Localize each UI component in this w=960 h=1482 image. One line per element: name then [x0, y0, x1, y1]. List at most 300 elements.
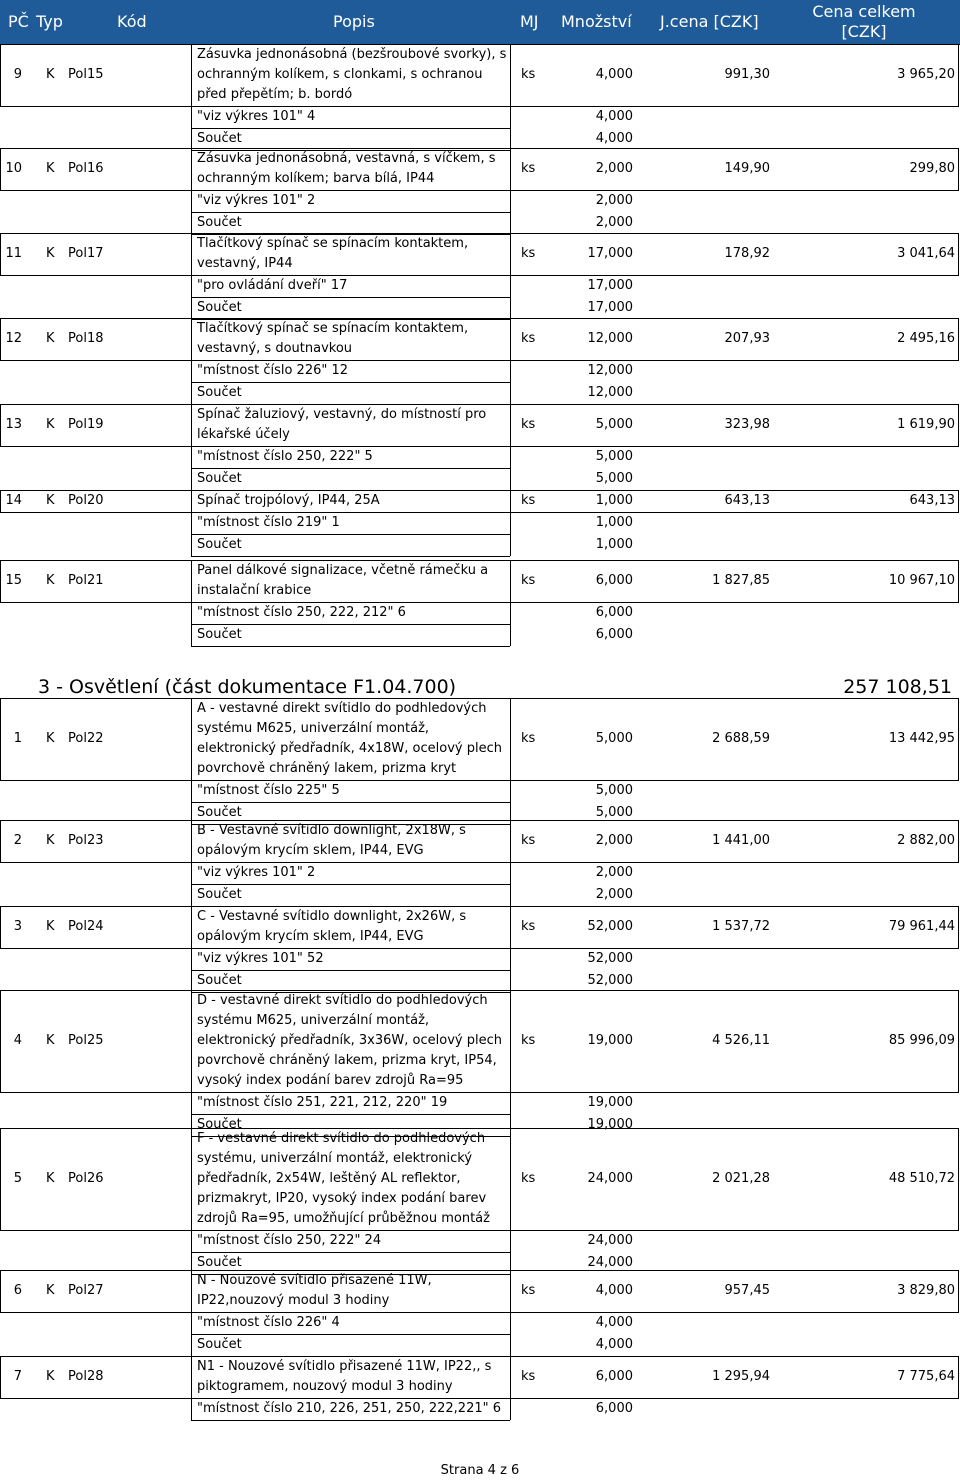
- item-total-price: 2 495,16: [897, 331, 955, 346]
- row-divider: [0, 360, 959, 361]
- subrow-value: 19,000: [587, 1117, 633, 1132]
- item-total-price: 2 882,00: [897, 833, 955, 848]
- column-border: [510, 44, 511, 106]
- subrow-text: Součet: [197, 131, 242, 146]
- column-border: [191, 624, 192, 646]
- item-number: 15: [5, 573, 22, 588]
- item-unit: ks: [521, 1033, 536, 1048]
- item-number: 2: [13, 833, 22, 848]
- item-type: K: [46, 833, 55, 848]
- column-border: [0, 906, 1, 948]
- item-description: F - vestavné direkt svítidlo do podhledových systému, univerzální montáž, elektronický předřadník, 2x54W, leštěný AL reflektor, prizmakryt, IP20, vysoký index podání barev zdrojů Ra=95, umožňující průběžnou montáž: [197, 1131, 490, 1226]
- item-type: K: [46, 1283, 55, 1298]
- column-border: [510, 1230, 511, 1252]
- subrow-text: "místnost číslo 219" 1: [197, 515, 340, 530]
- item-description: Panel dálkové signalizace, včetně rámečku a instalační krabice: [197, 563, 489, 598]
- column-border: [191, 560, 192, 602]
- subrow-text: "místnost číslo 226" 12: [197, 363, 349, 378]
- column-border: [0, 318, 1, 360]
- subrow-text: "viz výkres 101" 4: [197, 109, 316, 124]
- subrow-text: "viz výkres 101" 2: [197, 865, 316, 880]
- item-code: Pol15: [68, 67, 104, 82]
- item-code: Pol19: [68, 417, 104, 432]
- column-border: [191, 44, 192, 106]
- column-border: [510, 128, 511, 150]
- item-description: C - Vestavné svítidlo downlight, 2x26W, s opálovým krycím sklem, IP44, EVG: [197, 909, 467, 944]
- column-border: [191, 512, 192, 534]
- column-border: [510, 1128, 511, 1230]
- subrow-text: "místnost číslo 251, 221, 212, 220" 19: [197, 1095, 448, 1110]
- subrow-value: 6,000: [595, 1401, 633, 1416]
- item-quantity: 6,000: [595, 1369, 633, 1384]
- column-border: [191, 990, 192, 1092]
- item-unit: ks: [521, 919, 536, 934]
- column-border: [510, 512, 511, 534]
- row-divider: [0, 948, 959, 949]
- subrow-value: 5,000: [595, 783, 633, 798]
- column-border: [191, 534, 192, 556]
- column-border: [958, 1270, 959, 1312]
- item-description: N1 - Nouzové svítidlo přisazené 11W, IP22,, s piktogramem, nouzový modul 3 hodiny: [197, 1359, 492, 1394]
- item-unit-price: 991,30: [724, 67, 770, 82]
- subrow-text: Součet: [197, 1337, 242, 1352]
- item-description: Tlačítkový spínač se spínacím kontaktem, vestavný, IP44: [197, 236, 469, 271]
- subrow-text: Součet: [197, 1117, 242, 1132]
- item-quantity: 2,000: [595, 833, 633, 848]
- item-number: 5: [13, 1171, 22, 1186]
- subrow-value: 17,000: [587, 300, 633, 315]
- column-border: [510, 190, 511, 212]
- column-border: [191, 1398, 192, 1420]
- subrow-text: "místnost číslo 250, 222" 5: [197, 449, 373, 464]
- row-divider: [0, 446, 959, 447]
- item-total-price: 48 510,72: [888, 1171, 955, 1186]
- column-border: [510, 1270, 511, 1312]
- column-border: [510, 468, 511, 490]
- item-type: K: [46, 1369, 55, 1384]
- column-border: [958, 404, 959, 446]
- subrow-value: 17,000: [587, 278, 633, 293]
- column-border: [191, 446, 192, 468]
- column-border: [191, 404, 192, 446]
- column-border: [510, 906, 511, 948]
- subrow-text: Součet: [197, 627, 242, 642]
- subrow-value: 6,000: [595, 605, 633, 620]
- item-type: K: [46, 417, 55, 432]
- column-border: [191, 1092, 192, 1114]
- item-quantity: 5,000: [595, 417, 633, 432]
- column-border: [510, 990, 511, 1092]
- subrow-value: 12,000: [587, 363, 633, 378]
- row-divider: [0, 1128, 959, 1129]
- item-quantity: 1,000: [595, 493, 633, 508]
- item-quantity: 24,000: [587, 1171, 633, 1186]
- column-border: [191, 190, 192, 212]
- item-description: Zásuvka jednonásobná (bezšroubové svorky), s ochranným kolíkem, s clonkami, s ochranou před přepětím; b. bordó: [197, 47, 507, 102]
- column-border: [958, 990, 959, 1092]
- row-divider: [0, 1356, 959, 1357]
- item-description: Spínač trojpólový, IP44, 25A: [197, 493, 380, 508]
- row-divider: [0, 1312, 959, 1313]
- column-border: [191, 212, 192, 234]
- item-unit-price: 957,45: [724, 1283, 770, 1298]
- header-pc: PČ: [8, 12, 29, 31]
- item-unit: ks: [521, 161, 536, 176]
- column-border: [510, 1312, 511, 1334]
- column-border: [0, 44, 1, 106]
- column-border: [510, 970, 511, 992]
- item-type: K: [46, 573, 55, 588]
- subrow-value: 19,000: [587, 1095, 633, 1110]
- column-border: [510, 624, 511, 646]
- column-border: [191, 884, 192, 906]
- item-code: Pol22: [68, 731, 104, 746]
- item-unit-price: 643,13: [724, 493, 770, 508]
- row-divider: [0, 990, 959, 991]
- item-quantity: 4,000: [595, 67, 633, 82]
- item-unit: ks: [521, 67, 536, 82]
- column-border: [958, 820, 959, 862]
- subrow-value: 4,000: [595, 131, 633, 146]
- item-quantity: 5,000: [595, 731, 633, 746]
- column-border: [510, 884, 511, 906]
- header-mj: MJ: [520, 12, 539, 31]
- row-divider: [191, 1420, 510, 1421]
- subrow-value: 6,000: [595, 627, 633, 642]
- item-unit-price: 1 537,72: [712, 919, 770, 934]
- column-border: [191, 1334, 192, 1356]
- column-border: [0, 1128, 1, 1230]
- column-border: [0, 698, 1, 780]
- subrow-value: 2,000: [595, 887, 633, 902]
- column-border: [191, 318, 192, 360]
- subrow-value: 1,000: [595, 537, 633, 552]
- column-border: [191, 906, 192, 948]
- item-quantity: 4,000: [595, 1283, 633, 1298]
- subrow-value: 5,000: [595, 449, 633, 464]
- item-unit: ks: [521, 1283, 536, 1298]
- item-description: N - Nouzové svítidlo přisazené 11W, IP22,nouzový modul 3 hodiny: [197, 1273, 432, 1308]
- column-border: [191, 698, 192, 780]
- item-type: K: [46, 161, 55, 176]
- item-type: K: [46, 331, 55, 346]
- subrow-value: 24,000: [587, 1233, 633, 1248]
- page-number: Strana 4 z 6: [440, 1463, 520, 1478]
- item-quantity: 6,000: [595, 573, 633, 588]
- column-border: [958, 906, 959, 948]
- column-border: [958, 233, 959, 275]
- item-description: Spínač žaluziový, vestavný, do místností pro lékařské účely: [197, 407, 487, 442]
- item-code: Pol17: [68, 246, 104, 261]
- item-total-price: 13 442,95: [888, 731, 955, 746]
- column-border: [510, 1092, 511, 1114]
- header-mnozstvi: Množství: [561, 12, 632, 31]
- column-border: [191, 297, 192, 319]
- section-title: 3 - Osvětlení (část dokumentace F1.04.700): [38, 676, 457, 698]
- item-number: 7: [13, 1369, 22, 1384]
- row-divider: [0, 820, 959, 821]
- column-border: [191, 1312, 192, 1334]
- column-border: [510, 1398, 511, 1420]
- item-code: Pol24: [68, 919, 104, 934]
- item-total-price: 3 041,64: [897, 246, 955, 261]
- item-number: 4: [13, 1033, 22, 1048]
- row-divider: [0, 1230, 959, 1231]
- item-number: 9: [13, 67, 22, 82]
- column-border: [191, 275, 192, 297]
- row-divider: [0, 148, 959, 149]
- column-border: [191, 820, 192, 862]
- column-border: [510, 360, 511, 382]
- subrow-value: 2,000: [595, 865, 633, 880]
- subrow-text: Součet: [197, 887, 242, 902]
- section-total: 257 108,51: [843, 676, 952, 698]
- column-border: [191, 360, 192, 382]
- column-border: [510, 233, 511, 275]
- subrow-text: Součet: [197, 1255, 242, 1270]
- row-divider: [0, 490, 959, 491]
- row-divider: [0, 602, 959, 603]
- subrow-value: 5,000: [595, 471, 633, 486]
- row-divider: [0, 512, 959, 513]
- item-unit-price: 4 526,11: [712, 1033, 770, 1048]
- item-code: Pol20: [68, 493, 104, 508]
- column-border: [191, 233, 192, 275]
- column-border: [191, 128, 192, 150]
- item-type: K: [46, 1033, 55, 1048]
- item-total-price: 3 829,80: [897, 1283, 955, 1298]
- header-typ: Typ: [36, 12, 63, 31]
- row-divider: [0, 44, 959, 45]
- subrow-text: Součet: [197, 385, 242, 400]
- item-description: A - vestavné direkt svítidlo do podhledových systému M625, univerzální montáž, elektronický předřadník, 4x18W, ocelový plech povrchově chráněný lakem, prizma kryt: [197, 701, 502, 776]
- header-jcena: J.cena [CZK]: [660, 12, 759, 31]
- column-border: [510, 148, 511, 190]
- item-unit-price: 1 441,00: [712, 833, 770, 848]
- column-border: [191, 780, 192, 802]
- item-total-price: 10 967,10: [888, 573, 955, 588]
- column-border: [958, 318, 959, 360]
- column-border: [191, 1230, 192, 1252]
- row-divider: [0, 862, 959, 863]
- column-border: [510, 404, 511, 446]
- column-border: [958, 44, 959, 106]
- column-border: [510, 560, 511, 602]
- item-unit-price: 207,93: [724, 331, 770, 346]
- subrow-value: 4,000: [595, 1315, 633, 1330]
- item-total-price: 643,13: [909, 493, 955, 508]
- item-quantity: 19,000: [587, 1033, 633, 1048]
- subrow-value: 2,000: [595, 193, 633, 208]
- item-description: Zásuvka jednonásobná, vestavná, s víčkem, s ochranným kolíkem; barva bílá, IP44: [197, 151, 496, 186]
- column-border: [510, 602, 511, 624]
- item-total-price: 3 965,20: [897, 67, 955, 82]
- item-total-price: 79 961,44: [888, 919, 955, 934]
- item-number: 13: [5, 417, 22, 432]
- item-type: K: [46, 731, 55, 746]
- subrow-text: "viz výkres 101" 2: [197, 193, 316, 208]
- row-divider: [0, 698, 959, 699]
- row-divider: [0, 906, 959, 907]
- item-number: 3: [13, 919, 22, 934]
- subrow-value: 12,000: [587, 385, 633, 400]
- column-border: [0, 404, 1, 446]
- column-border: [0, 233, 1, 275]
- item-type: K: [46, 67, 55, 82]
- column-border: [191, 862, 192, 884]
- subrow-text: "místnost číslo 250, 222, 212" 6: [197, 605, 406, 620]
- subrow-value: 52,000: [587, 973, 633, 988]
- item-unit: ks: [521, 1369, 536, 1384]
- row-divider: [0, 233, 959, 234]
- subrow-value: 2,000: [595, 215, 633, 230]
- item-code: Pol26: [68, 1171, 104, 1186]
- column-border: [958, 560, 959, 602]
- row-divider: [0, 190, 959, 191]
- item-total-price: 1 619,90: [897, 417, 955, 432]
- subrow-text: "viz výkres 101" 52: [197, 951, 324, 966]
- column-border: [510, 862, 511, 884]
- column-border: [510, 106, 511, 128]
- subrow-value: 1,000: [595, 515, 633, 530]
- row-divider: [0, 780, 959, 781]
- item-unit: ks: [521, 246, 536, 261]
- item-unit: ks: [521, 331, 536, 346]
- subrow-text: Součet: [197, 537, 242, 552]
- subrow-text: "pro ovládání dveří" 17: [197, 278, 348, 293]
- item-number: 12: [5, 331, 22, 346]
- item-code: Pol28: [68, 1369, 104, 1384]
- subrow-value: 24,000: [587, 1255, 633, 1270]
- column-border: [0, 490, 1, 512]
- item-type: K: [46, 493, 55, 508]
- subrow-text: Součet: [197, 471, 242, 486]
- item-type: K: [46, 246, 55, 261]
- column-border: [510, 212, 511, 234]
- item-number: 10: [5, 161, 22, 176]
- column-border: [191, 468, 192, 490]
- item-unit-price: 2 021,28: [712, 1171, 770, 1186]
- item-code: Pol25: [68, 1033, 104, 1048]
- column-border: [510, 297, 511, 319]
- item-unit-price: 1 295,94: [712, 1369, 770, 1384]
- item-unit: ks: [521, 1171, 536, 1186]
- subrow-value: 4,000: [595, 109, 633, 124]
- column-border: [0, 560, 1, 602]
- row-divider: [0, 1270, 959, 1271]
- column-border: [510, 318, 511, 360]
- item-number: 14: [5, 493, 22, 508]
- item-unit: ks: [521, 417, 536, 432]
- column-border: [510, 820, 511, 862]
- column-border: [958, 148, 959, 190]
- row-divider: [191, 646, 510, 647]
- subrow-value: 52,000: [587, 951, 633, 966]
- item-code: Pol16: [68, 161, 104, 176]
- subrow-text: "místnost číslo 210, 226, 251, 250, 222,221" 6: [197, 1401, 502, 1416]
- item-total-price: 7 775,64: [897, 1369, 955, 1384]
- item-total-price: 85 996,09: [888, 1033, 955, 1048]
- column-border: [191, 948, 192, 970]
- item-number: 6: [13, 1283, 22, 1298]
- item-unit: ks: [521, 493, 536, 508]
- item-unit: ks: [521, 833, 536, 848]
- item-code: Pol23: [68, 833, 104, 848]
- column-border: [958, 490, 959, 512]
- item-number: 1: [13, 731, 22, 746]
- item-number: 11: [5, 246, 22, 261]
- item-quantity: 12,000: [587, 331, 633, 346]
- item-quantity: 2,000: [595, 161, 633, 176]
- column-border: [191, 148, 192, 190]
- item-type: K: [46, 1171, 55, 1186]
- column-border: [191, 106, 192, 128]
- subrow-text: Součet: [197, 215, 242, 230]
- column-border: [0, 1270, 1, 1312]
- column-border: [510, 698, 511, 780]
- item-unit: ks: [521, 573, 536, 588]
- subrow-value: 4,000: [595, 1337, 633, 1352]
- column-border: [191, 970, 192, 992]
- item-unit-price: 2 688,59: [712, 731, 770, 746]
- row-divider: [0, 275, 959, 276]
- item-quantity: 52,000: [587, 919, 633, 934]
- subrow-text: Součet: [197, 300, 242, 315]
- column-border: [510, 534, 511, 556]
- column-border: [0, 820, 1, 862]
- item-unit-price: 1 827,85: [712, 573, 770, 588]
- item-code: Pol27: [68, 1283, 104, 1298]
- subrow-text: Součet: [197, 973, 242, 988]
- row-divider: [0, 1092, 959, 1093]
- item-description: Tlačítkový spínač se spínacím kontaktem, vestavný, s doutnavkou: [197, 321, 469, 356]
- column-border: [510, 948, 511, 970]
- column-border: [191, 1356, 192, 1398]
- column-border: [510, 1334, 511, 1356]
- row-divider: [0, 318, 959, 319]
- column-border: [510, 382, 511, 404]
- item-unit-price: 178,92: [724, 246, 770, 261]
- column-border: [510, 490, 511, 512]
- header-cena-celkem: Cena celkem [CZK]: [812, 2, 916, 41]
- item-description: B - Vestavné svítidlo downlight, 2x18W, s opálovým krycím sklem, IP44, EVG: [197, 823, 466, 858]
- column-border: [191, 1270, 192, 1312]
- subrow-text: "místnost číslo 226" 4: [197, 1315, 340, 1330]
- row-divider: [0, 404, 959, 405]
- header-popis: Popis: [333, 12, 375, 31]
- column-border: [191, 490, 192, 512]
- item-total-price: 299,80: [909, 161, 955, 176]
- subrow-text: "místnost číslo 250, 222" 24: [197, 1233, 382, 1248]
- column-border: [0, 148, 1, 190]
- item-quantity: 17,000: [587, 246, 633, 261]
- column-border: [958, 1128, 959, 1230]
- column-border: [0, 990, 1, 1092]
- row-divider: [0, 560, 959, 561]
- subrow-value: 5,000: [595, 805, 633, 820]
- subrow-text: Součet: [197, 805, 242, 820]
- column-border: [0, 1356, 1, 1398]
- item-unit: ks: [521, 731, 536, 746]
- column-border: [510, 1356, 511, 1398]
- item-type: K: [46, 919, 55, 934]
- item-description: D - vestavné direkt svítidlo do podhledových systému M625, univerzální montáž, elektronický předřadník, 3x36W, ocelový plech povrchově chráněný lakem, prizma kryt, IP54, vysoký index podání barev zdrojů Ra=95: [197, 993, 502, 1088]
- subrow-text: "místnost číslo 225" 5: [197, 783, 340, 798]
- item-unit-price: 323,98: [724, 417, 770, 432]
- column-border: [191, 382, 192, 404]
- row-divider: [191, 556, 510, 557]
- column-border: [958, 698, 959, 780]
